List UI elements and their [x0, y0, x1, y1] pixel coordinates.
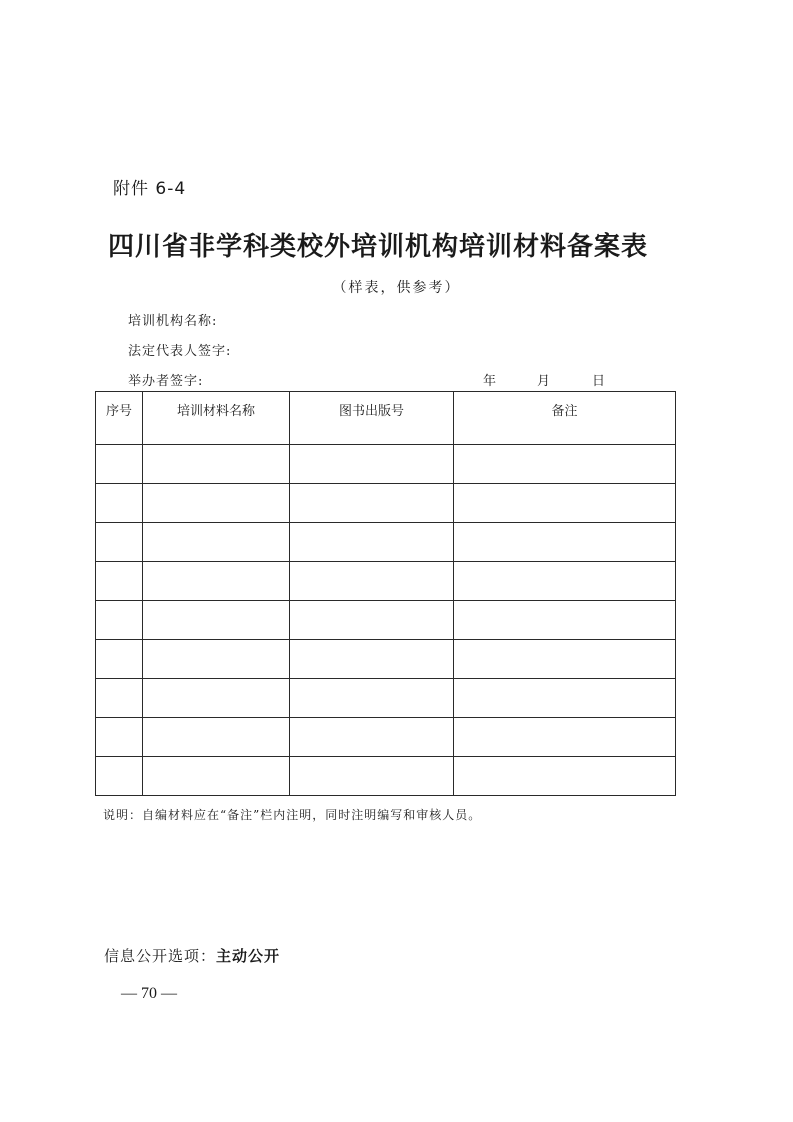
table-cell[interactable]	[290, 445, 454, 484]
header-material-name: 培训材料名称	[143, 392, 290, 445]
table-cell[interactable]	[143, 757, 290, 796]
table-cell[interactable]	[143, 484, 290, 523]
table-cell[interactable]	[454, 757, 676, 796]
table-cell[interactable]	[96, 679, 143, 718]
attachment-label: 附件 6-4	[113, 179, 187, 199]
table-cell[interactable]	[96, 445, 143, 484]
table-cell[interactable]	[143, 640, 290, 679]
table-row	[96, 757, 676, 796]
table-cell[interactable]	[96, 601, 143, 640]
legal-rep-signature-field: 法定代表人签字:	[128, 344, 232, 359]
table-row	[96, 601, 676, 640]
table-cell[interactable]	[96, 640, 143, 679]
table-cell[interactable]	[143, 523, 290, 562]
table-cell[interactable]	[454, 718, 676, 757]
table-cell[interactable]	[96, 562, 143, 601]
table-cell[interactable]	[143, 601, 290, 640]
header-isbn: 图书出版号	[290, 392, 454, 445]
table-cell[interactable]	[454, 523, 676, 562]
table-row	[96, 523, 676, 562]
table-body	[96, 445, 676, 796]
header-serial-number: 序号	[96, 392, 143, 445]
header-remarks: 备注	[454, 392, 676, 445]
table-cell[interactable]	[290, 562, 454, 601]
table-cell[interactable]	[143, 562, 290, 601]
explanation-note: 说明：自编材料应在“备注”栏内注明，同时注明编写和审核人员。	[103, 808, 482, 822]
table-cell[interactable]	[454, 679, 676, 718]
disclosure-option	[104, 945, 280, 966]
table-row	[96, 640, 676, 679]
materials-record-table	[95, 391, 676, 796]
table-cell[interactable]	[454, 484, 676, 523]
date-year: 年	[483, 374, 497, 389]
table-cell[interactable]	[143, 445, 290, 484]
table-cell[interactable]	[454, 445, 676, 484]
org-name-field: 培训机构名称:	[128, 314, 218, 329]
table-row	[96, 445, 676, 484]
table-cell[interactable]	[454, 562, 676, 601]
page-number: — 70 —	[121, 985, 177, 1002]
table-cell[interactable]	[96, 718, 143, 757]
table-cell[interactable]	[454, 601, 676, 640]
table-cell[interactable]	[143, 679, 290, 718]
table-header-row	[96, 392, 676, 445]
table-row	[96, 562, 676, 601]
date-day: 日	[592, 374, 606, 389]
table-cell[interactable]	[290, 484, 454, 523]
table-row	[96, 718, 676, 757]
table-cell[interactable]	[290, 679, 454, 718]
table-cell[interactable]	[290, 601, 454, 640]
table-cell[interactable]	[290, 523, 454, 562]
table-cell[interactable]	[143, 718, 290, 757]
document-title: 四川省非学科类校外培训机构培训材料备案表	[108, 232, 649, 262]
table-cell[interactable]	[290, 718, 454, 757]
table-cell[interactable]	[96, 757, 143, 796]
table-cell[interactable]	[290, 640, 454, 679]
table-cell[interactable]	[454, 640, 676, 679]
date-month: 月	[537, 374, 551, 389]
table-cell[interactable]	[290, 757, 454, 796]
table-row	[96, 679, 676, 718]
organizer-signature-field: 举办者签字:	[128, 374, 204, 389]
table-cell[interactable]	[96, 484, 143, 523]
table-row	[96, 484, 676, 523]
table-cell[interactable]	[96, 523, 143, 562]
document-subtitle: （样表，供参考）	[332, 280, 461, 296]
disclosure-label: 信息公开选项：	[104, 947, 217, 965]
disclosure-value: 主动公开	[216, 947, 281, 965]
